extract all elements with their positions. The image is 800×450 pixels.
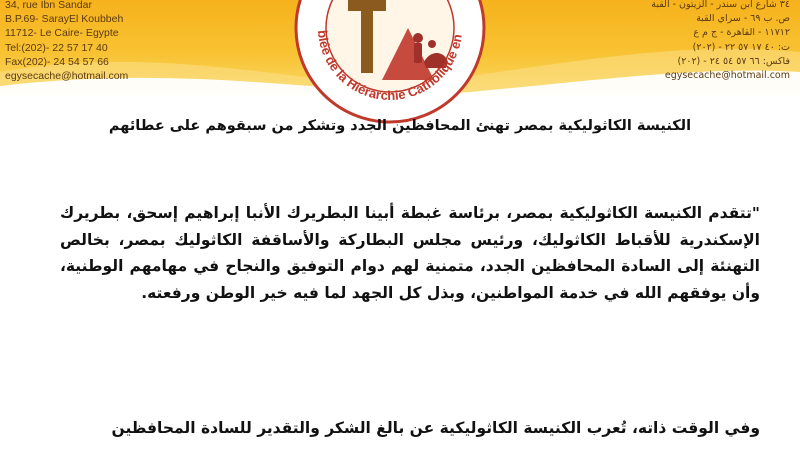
phone-line: Tel:(202)- 22 57 17 40 (5, 41, 108, 54)
po-box-line: B.P.69- SarayEl Koubbeh (5, 13, 124, 26)
email-line: egysecache@hotmail.com (5, 70, 129, 83)
phone-line-ar: ت: ٤٠ ١٧ ٥٧ ٢٢ - (٢٠٢) (692, 41, 790, 53)
contact-block-french (5, 0, 128, 83)
email-line-ar: egysecache@hotmail.com (664, 70, 790, 82)
page-title: الكنيسة الكاثوليكية بمصر تهنئ المحافظين الجدد وتشكر من سبقوهم على عطائهم (108, 118, 692, 134)
fax-line: Fax(202)- 24 54 57 66 (5, 55, 109, 68)
city-line-ar: ١١٧١٢ - القاهرة - ج م ع (693, 27, 790, 39)
po-box-line-ar: ص. ب ٦٩ - سراي القبة (696, 13, 790, 25)
address-line-ar: ٣٤ شارع ابن سندر - الزيتون - القبة (651, 0, 790, 10)
city-line: 11712- Le Caire- Egypte (5, 27, 119, 40)
fax-line-ar: فاكس: ٦٦ ٥٧ ٥٤ ٢٤ - (٢٠٢) (677, 55, 790, 67)
logo-seal-text: blée de la Hiérarchie Catholique en (314, 29, 465, 104)
body-paragraph: وفي الوقت ذاته، تُعرب الكنيسة الكاثوليكية عن بالغ الشكر والتقدير للسادة المحافظين (111, 419, 760, 437)
address-line: 34, rue Ibn Sandar (5, 0, 92, 11)
contact-block-arabic (651, 0, 790, 83)
hierarchy-logo-seal (290, 0, 490, 128)
body-paragraph: "تتقدم الكنيسة الكاثوليكية بمصر، برئاسة غبطة أبينا البطريرك الأنبا إبراهيم إسحق، بطريرك الإسكندرية للأقباط الكاثوليك، ورئيس مجلس البطاركة والأساقفة الكاثوليك بمصر، بخالص التهنئة إلى السادة المحافظين الجدد، متمنية لهم دوام التوفيق والنجاح في مهامهم الوطنية، وأن يوفقهم الله في خدمة المواطنين، وبذل كل الجهد لما فيه خير الوطن ورفعته. (60, 204, 760, 302)
